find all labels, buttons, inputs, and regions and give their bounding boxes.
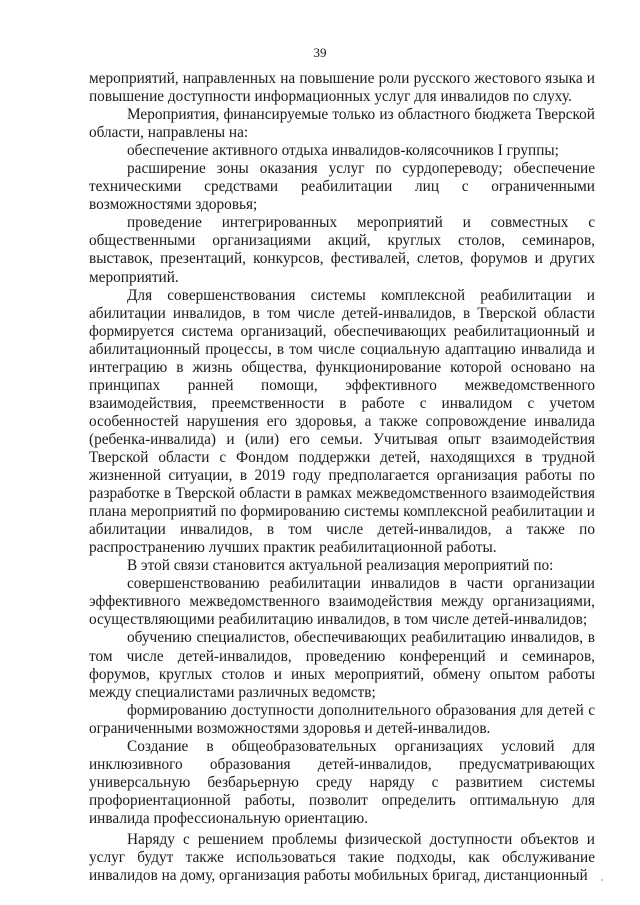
paragraph: совершенствованию реабилитации инвалидов в части организации эффективного межведомственного взаимодействия между организациями, осуществляющими реабилитацию инвалидов, в том числе детей-инвалидов;: [89, 575, 595, 629]
paragraph: Создание в общеобразовательных организациях условий для инклюзивного образования детей-инвалидов, предусматривающих универсальную безбарьерную среду наряду с развитием системы профориентационной работы, позволит определить оптимальную для инвалида профессиональную ориентацию.: [89, 737, 595, 827]
paragraph: обучению специалистов, обеспечивающих реабилитацию инвалидов, в том числе детей-инвалидов, проведению конференций и семинаров, форумов, круглых столов и иных мероприятий, обмену опытом работы между специалистами различных ведомств;: [89, 629, 595, 701]
paragraph: Наряду с решением проблемы физической доступности объектов и услуг будут также использоваться такие подходы, как обслуживание инвалидов на дому, организация работы мобильных бригад, дистанционный: [89, 830, 595, 885]
scan-speck: [601, 879, 603, 881]
paragraph: проведение интегрированных мероприятий и совместных с общественными организациями акций, круглых столов, семинаров, выставок, презентаций, конкурсов, фестивалей, слетов, форумов и других мероприятий.: [89, 214, 595, 286]
document-body: [89, 70, 595, 885]
paragraph: обеспечение активного отдыха инвалидов-колясочников I группы;: [127, 142, 559, 160]
paragraph: расширение зоны оказания услуг по сурдопереводу; обеспечение техническими средствами реабилитации лиц с ограниченными возможностями здоровья;: [89, 160, 595, 214]
paragraph: Мероприятия, финансируемые только из областного бюджета Тверской области, направлены на:: [89, 106, 595, 142]
page-number: 39: [313, 45, 327, 60]
paragraph: формированию доступности дополнительного образования для детей с ограниченными возможностями здоровья и детей-инвалидов.: [89, 701, 595, 737]
paragraph: В этой связи становится актуальной реализация мероприятий по:: [127, 557, 554, 575]
paragraph: мероприятий, направленных на повышение роли русского жестового языка и повышение доступности информационных услуг для инвалидов по слуху.: [89, 70, 595, 106]
paragraph: Для совершенствования системы комплексной реабилитации и абилитации инвалидов, в том числе детей-инвалидов, в Тверской области формируется система организаций, обеспечивающих реабилитационный и абилитационный процессы, в том числе социальную адаптацию инвалида и интеграцию в жизнь общества, функционирование которой основано на принципах ранней помощи, эффективного межведомственного взаимодействия, преемственности в работе с инвалидом с учетом особенностей нарушения его здоровья, а также сопровождение инвалида (ребенка-инвалида) и (или) его семьи. Учитывая опыт взаимодействия Тверской области с Фондом поддержки детей, находящихся в трудной жизненной ситуации, в 2019 году предполагается организация работы по разработке в Тверской области в рамках межведомственного взаимодействия плана мероприятий по формированию системы комплексной реабилитации и абилитации инвалидов, в том числе детей-инвалидов, а также по распространению лучших практик реабилитационной работы.: [89, 286, 595, 557]
